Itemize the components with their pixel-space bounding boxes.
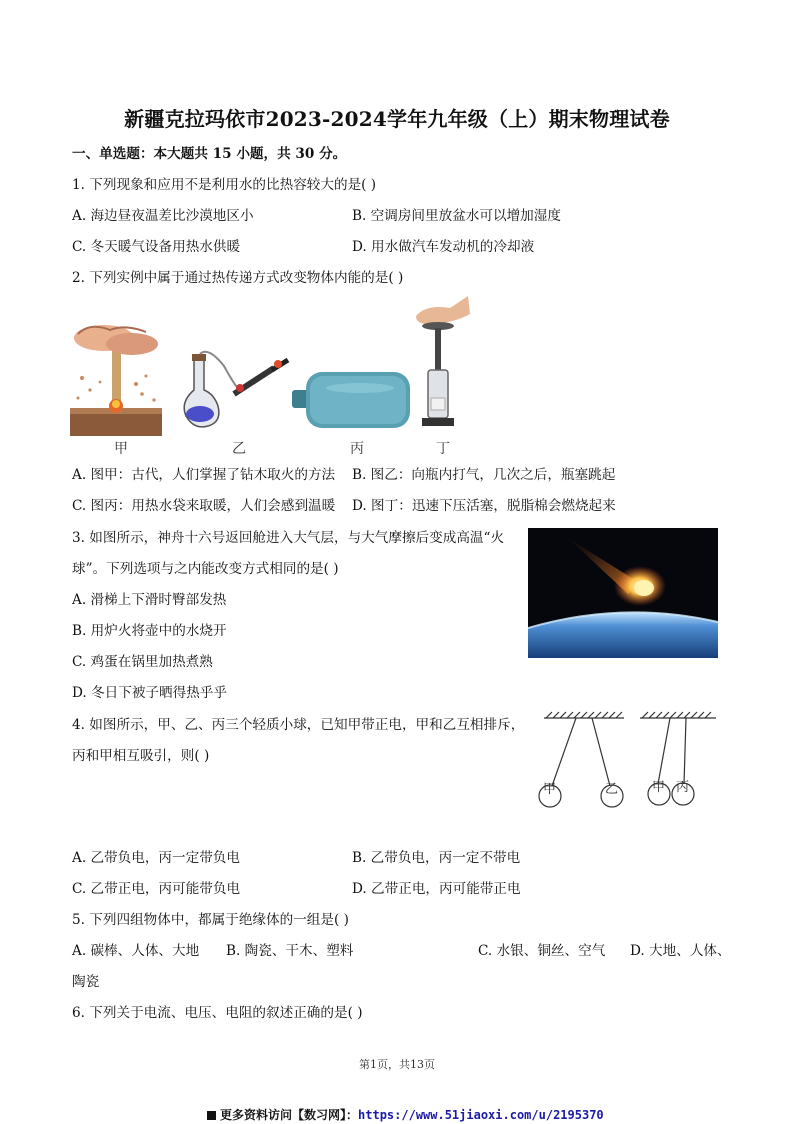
figure-label-yi: 乙 (232, 441, 246, 457)
drilling-wood-figure (70, 318, 162, 436)
q2-option-c: C. 图丙：用热水袋来取暖，人们会感到温暖 (72, 498, 336, 514)
q4-option-b: B. 乙带负电，丙一定不带电 (352, 850, 521, 866)
ball-label-jia-2: 甲 (652, 780, 666, 795)
q2-option-b: B. 图乙：向瓶内打气，几次之后，瓶塞跳起 (352, 467, 616, 483)
promo-text: 更多资料访问【数习网】： (220, 1108, 359, 1122)
ball-label-jia: 甲 (543, 782, 557, 797)
q5-option-a: A. 碳棒、人体、大地 (72, 943, 200, 959)
figure-label-bing: 丙 (350, 441, 364, 457)
figure-label-ding: 丁 (436, 441, 450, 457)
flag-icon (207, 1111, 216, 1120)
q1-option-d: D. 用水做汽车发动机的冷却液 (352, 239, 535, 255)
q1-option-b: B. 空调房间里放盆水可以增加湿度 (352, 208, 561, 224)
q5-option-c: C. 水银、铜丝、空气 (478, 943, 606, 959)
promo-banner (207, 1106, 604, 1123)
q2-option-d: D. 图丁：迅速下压活塞，脱脂棉会燃烧起来 (352, 498, 616, 514)
q1-stem: 1. 下列现象和应用不是利用水的比热容较大的是( ) (72, 177, 377, 193)
q3-option-a: A. 滑梯上下滑时臀部发热 (72, 592, 227, 608)
q3-stem-line2: 球”。下列选项与之内能改变方式相同的是( ) (72, 561, 339, 577)
ball-label-bing: 丙 (676, 780, 690, 795)
charged-balls-diagram (536, 710, 724, 814)
q5-option-b: B. 陶瓷、干木、塑料 (226, 943, 354, 959)
q5-option-d-continued: 陶瓷 (72, 974, 100, 990)
q5-stem: 5. 下列四组物体中，都属于绝缘体的一组是( ) (72, 912, 349, 928)
piston-compression-figure (408, 294, 472, 434)
q2-stem: 2. 下列实例中属于通过热传递方式改变物体内能的是( ) (72, 270, 404, 286)
q1-option-a: A. 海边昼夜温差比沙漠地区小 (72, 208, 254, 224)
ball-label-yi: 乙 (605, 782, 619, 797)
q4-stem-line2: 丙和甲相互吸引，则( ) (72, 748, 210, 764)
q6-stem: 6. 下列关于电流、电压、电阻的叙述正确的是( ) (72, 1005, 363, 1021)
q1-option-c: C. 冬天暖气设备用热水供暖 (72, 239, 241, 255)
q2-option-a: A. 图甲：古代，人们掌握了钻木取火的方法 (72, 467, 336, 483)
reentry-fireball-image (528, 528, 718, 658)
q4-option-c: C. 乙带正电，丙可能带负电 (72, 881, 241, 897)
figure-label-jia: 甲 (114, 441, 128, 457)
flask-pump-figure (178, 350, 290, 434)
q4-stem-line1: 4. 如图所示，甲、乙、丙三个轻质小球，已知甲带正电，甲和乙互相排斥， (72, 717, 525, 733)
q3-option-b: B. 用炉火将壶中的水烧开 (72, 623, 227, 639)
hot-water-bag-figure (292, 364, 414, 434)
page-title: 新疆克拉玛依市2023-2024学年九年级（上）期末物理试卷 (124, 107, 670, 131)
q3-option-d: D. 冬日下被子晒得热乎乎 (72, 685, 227, 701)
section-heading: 一、单选题：本大题共 15 小题，共 30 分。 (72, 146, 347, 162)
q3-stem-line1: 3. 如图所示，神舟十六号返回舱进入大气层，与大气摩擦后变成高温“火 (72, 530, 505, 546)
page-number: 第1页，共13页 (359, 1058, 435, 1071)
q3-option-c: C. 鸡蛋在锅里加热煮熟 (72, 654, 213, 670)
q4-option-a: A. 乙带负电，丙一定带负电 (72, 850, 240, 866)
q4-option-d: D. 乙带正电，丙可能带正电 (352, 881, 521, 897)
q5-option-d: D. 大地、人体、 (630, 943, 731, 959)
promo-link[interactable]: https://www.51jiaoxi.com/u/2195370 (358, 1108, 604, 1122)
